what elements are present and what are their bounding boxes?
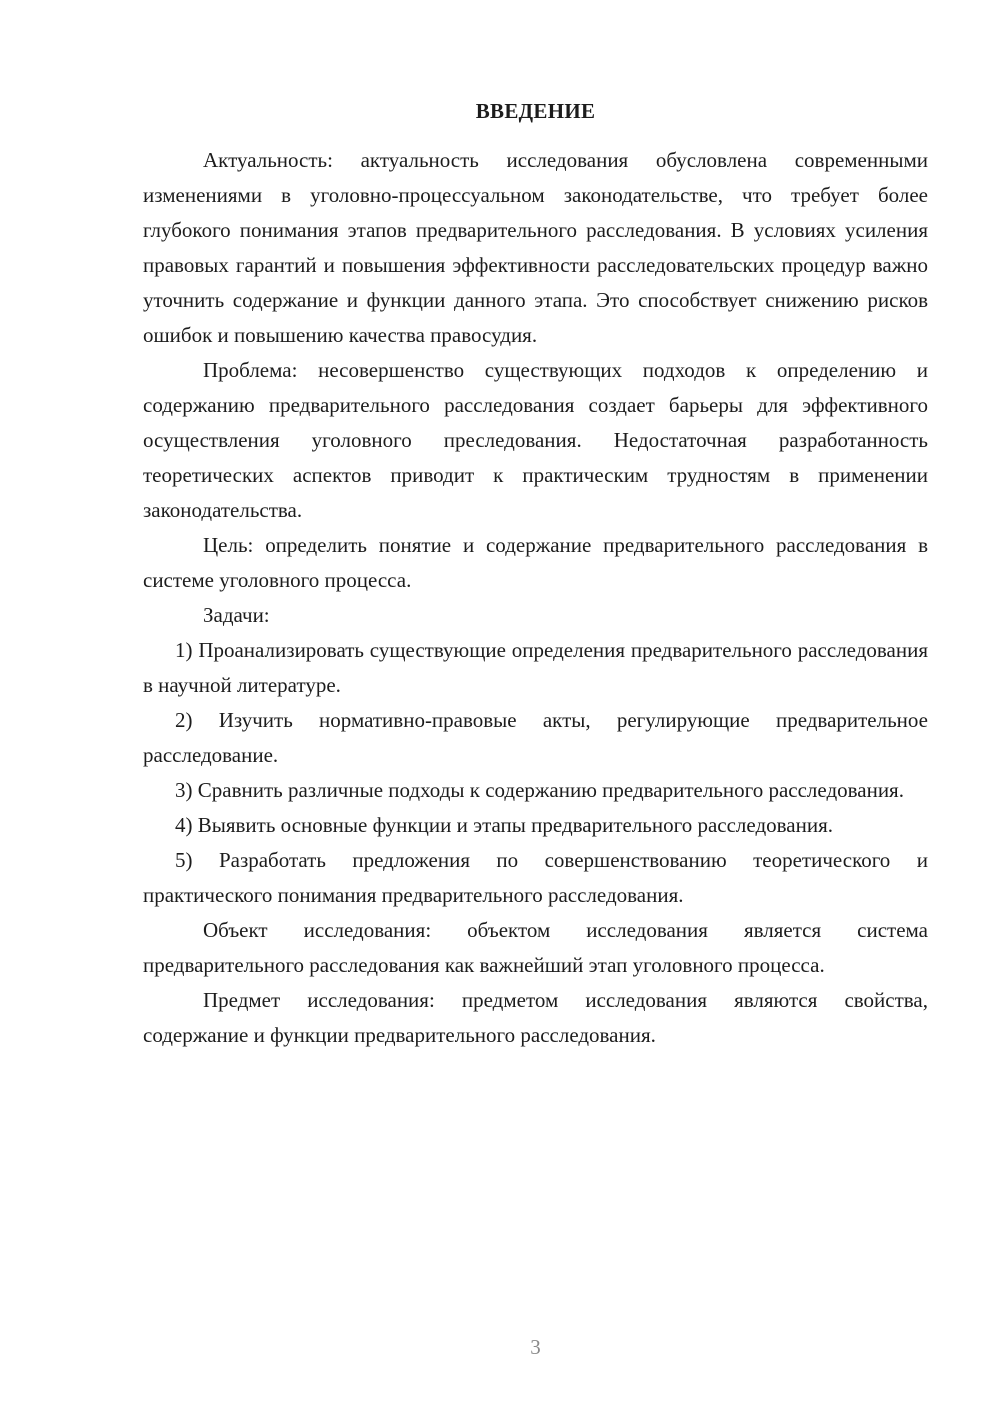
problem-paragraph: Проблема: несовершенство существующих подходов к определению и содержанию предварительного расследования создает барьеры для эффективного осуществления уголовного преследования. Недостаточная разработанность теоретических аспектов приводит к практическим трудностям в применении законодательства. xyxy=(143,358,928,522)
relevance-paragraph: Актуальность: актуальность исследования обусловлена современными изменениями в уголовно-процессуальном законодательстве, что требует более глубокого понимания этапов предварительного расследования. В условиях усиления правовых гарантий и повышения эффективности расследовательских процедур важно уточнить содержание и функции данного этапа. Это способствует снижению рисков ошибок и повышению качества правосудия. xyxy=(143,148,928,347)
goal-paragraph: Цель: определить понятие и содержание предварительного расследования в системе уголовного процесса. xyxy=(143,533,928,592)
tasks-label: Задачи: xyxy=(203,603,270,627)
document-body xyxy=(143,143,928,1053)
task-item: 1) Проанализировать существующие определения предварительного расследования в научной литературе. xyxy=(143,638,928,697)
section-heading: ВВЕДЕНИЕ xyxy=(475,99,596,123)
object-paragraph: Объект исследования: объектом исследования является система предварительного расследования как важнейший этап уголовного процесса. xyxy=(143,918,928,977)
task-item: 4) Выявить основные функции и этапы предварительного расследования. xyxy=(175,813,833,837)
subject-paragraph: Предмет исследования: предметом исследования являются свойства, содержание и функции предварительного расследования. xyxy=(143,988,928,1047)
task-item: 2) Изучить нормативно-правовые акты, регулирующие предварительное расследование. xyxy=(143,708,928,767)
task-item: 5) Разработать предложения по совершенствованию теоретического и практического понимания предварительного расследования. xyxy=(143,848,928,907)
document-page xyxy=(143,0,928,1414)
page-number: 3 xyxy=(530,1335,541,1359)
task-item: 3) Сравнить различные подходы к содержанию предварительного расследования. xyxy=(175,778,904,802)
